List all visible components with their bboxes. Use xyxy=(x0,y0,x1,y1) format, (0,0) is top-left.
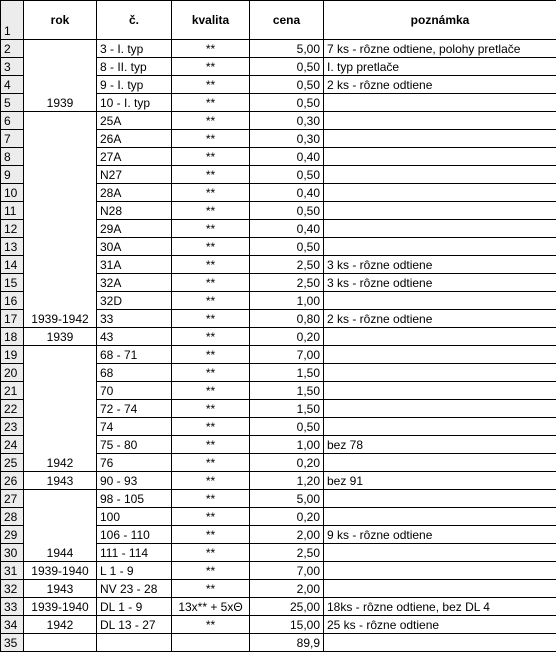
cell-rok[interactable]: 1944 xyxy=(24,490,97,562)
cell-kvalita[interactable]: ** xyxy=(172,220,250,238)
row-number[interactable]: 3 xyxy=(1,58,24,76)
row-number[interactable]: 17 xyxy=(1,310,24,328)
cell-cislo[interactable]: 106 - 110 xyxy=(97,526,172,544)
cell-cena[interactable]: 0,20 xyxy=(250,454,324,472)
cell-rok[interactable]: 1939-1940 xyxy=(24,562,97,580)
cell-poznamka[interactable]: 7 ks - rôzne odtiene, polohy pretlače xyxy=(324,40,556,58)
cell-cena[interactable]: 0,40 xyxy=(250,220,324,238)
cell-cena[interactable]: 5,00 xyxy=(250,490,324,508)
cell-poznamka[interactable]: I. typ pretlače xyxy=(324,58,556,76)
cell-poznamka[interactable] xyxy=(324,94,556,112)
cell-rok[interactable]: 1939 xyxy=(24,40,97,112)
cell-kvalita[interactable]: ** xyxy=(172,148,250,166)
cell-kvalita[interactable]: ** xyxy=(172,508,250,526)
cell-kvalita[interactable]: ** xyxy=(172,310,250,328)
cell-cena[interactable]: 0,40 xyxy=(250,184,324,202)
row-number[interactable]: 19 xyxy=(1,346,24,364)
cell-cena[interactable]: 1,50 xyxy=(250,364,324,382)
cell-cena[interactable]: 0,50 xyxy=(250,76,324,94)
cell-cislo[interactable]: 68 - 71 xyxy=(97,346,172,364)
cell-poznamka[interactable]: 3 ks - rôzne odtiene xyxy=(324,256,556,274)
cell-poznamka[interactable] xyxy=(324,508,556,526)
cell-poznamka[interactable] xyxy=(324,346,556,364)
row-number[interactable]: 5 xyxy=(1,94,24,112)
row-number[interactable]: 9 xyxy=(1,166,24,184)
cell-cena[interactable]: 0,50 xyxy=(250,202,324,220)
cell-cena[interactable]: 0,20 xyxy=(250,508,324,526)
cell-cena[interactable]: 0,20 xyxy=(250,328,324,346)
header-rok[interactable]: rok xyxy=(24,1,97,40)
table-row xyxy=(1,580,556,598)
row-number[interactable]: 11 xyxy=(1,202,24,220)
cell-poznamka[interactable] xyxy=(324,148,556,166)
cell-cena[interactable]: 1,20 xyxy=(250,472,324,490)
cell-cena[interactable]: 1,00 xyxy=(250,436,324,454)
table-row xyxy=(1,490,556,508)
cell-kvalita[interactable]: ** xyxy=(172,616,250,634)
table-row xyxy=(1,598,556,616)
cell-cislo[interactable]: 9 - I. typ xyxy=(97,76,172,94)
cell-poznamka[interactable] xyxy=(324,580,556,598)
cell-poznamka[interactable]: 25 ks - rôzne odtiene xyxy=(324,616,556,634)
cell-kvalita[interactable]: ** xyxy=(172,94,250,112)
cell-cislo[interactable]: 8 - II. typ xyxy=(97,58,172,76)
cell-cena[interactable]: 7,00 xyxy=(250,562,324,580)
cell-cena[interactable]: 0,30 xyxy=(250,130,324,148)
cell-poznamka[interactable] xyxy=(324,454,556,472)
cell-cislo[interactable]: 25A xyxy=(97,112,172,130)
header-row xyxy=(1,1,556,40)
cell-cislo[interactable]: 74 xyxy=(97,418,172,436)
row-number[interactable]: 7 xyxy=(1,130,24,148)
cell-cena[interactable]: 2,50 xyxy=(250,274,324,292)
cell-poznamka[interactable] xyxy=(324,238,556,256)
cell-kvalita[interactable]: ** xyxy=(172,436,250,454)
row-number[interactable]: 22 xyxy=(1,400,24,418)
cell-poznamka[interactable] xyxy=(324,544,556,562)
cell-kvalita[interactable]: ** xyxy=(172,526,250,544)
cell-cislo[interactable]: 32A xyxy=(97,274,172,292)
row-number[interactable]: 18 xyxy=(1,328,24,346)
cell-cislo[interactable]: 32D xyxy=(97,292,172,310)
cell-poznamka[interactable] xyxy=(324,562,556,580)
row-number[interactable]: 16 xyxy=(1,292,24,310)
row-number[interactable]: 20 xyxy=(1,364,24,382)
cell-cena[interactable]: 0,40 xyxy=(250,148,324,166)
cell-cislo[interactable]: N28 xyxy=(97,202,172,220)
cell-poznamka[interactable]: 2 ks - rôzne odtiene xyxy=(324,76,556,94)
cell-poznamka[interactable] xyxy=(324,202,556,220)
cell-kvalita[interactable]: 13x** + 5xΘ xyxy=(172,598,250,616)
total-cena[interactable]: 89,9 xyxy=(250,634,324,652)
table-row xyxy=(1,472,556,490)
row-number[interactable]: 32 xyxy=(1,580,24,598)
cell-cena[interactable]: 15,00 xyxy=(250,616,324,634)
cell-cena[interactable]: 0,50 xyxy=(250,238,324,256)
header-kvalita[interactable]: kvalita xyxy=(172,1,250,40)
cell-cislo[interactable]: 26A xyxy=(97,130,172,148)
row-number[interactable]: 34 xyxy=(1,616,24,634)
row-number[interactable]: 29 xyxy=(1,526,24,544)
cell-cena[interactable]: 2,50 xyxy=(250,544,324,562)
table-row xyxy=(1,562,556,580)
cell-cislo[interactable] xyxy=(97,634,172,652)
cell-poznamka[interactable]: 18ks - rôzne odtiene, bez DL 4 xyxy=(324,598,556,616)
row-number[interactable]: 21 xyxy=(1,382,24,400)
cell-kvalita[interactable] xyxy=(172,634,250,652)
cell-kvalita[interactable]: ** xyxy=(172,274,250,292)
table-body xyxy=(1,1,556,652)
cell-cislo[interactable]: 68 xyxy=(97,364,172,382)
cell-kvalita[interactable]: ** xyxy=(172,418,250,436)
cell-cena[interactable]: 1,00 xyxy=(250,292,324,310)
cell-kvalita[interactable]: ** xyxy=(172,256,250,274)
cell-kvalita[interactable]: ** xyxy=(172,40,250,58)
cell-kvalita[interactable]: ** xyxy=(172,292,250,310)
cell-rok[interactable]: 1939-1940 xyxy=(24,598,97,616)
cell-cislo[interactable]: 98 - 105 xyxy=(97,490,172,508)
row-number[interactable]: 2 xyxy=(1,40,24,58)
header-poznamka[interactable]: poznámka xyxy=(324,1,556,40)
cell-poznamka[interactable]: bez 78 xyxy=(324,436,556,454)
cell-kvalita[interactable]: ** xyxy=(172,58,250,76)
cell-cislo[interactable]: 90 - 93 xyxy=(97,472,172,490)
row-number[interactable]: 10 xyxy=(1,184,24,202)
cell-poznamka[interactable] xyxy=(324,364,556,382)
row-number[interactable]: 1 xyxy=(1,1,24,40)
row-number[interactable]: 24 xyxy=(1,436,24,454)
cell-poznamka[interactable] xyxy=(324,292,556,310)
cell-kvalita[interactable]: ** xyxy=(172,544,250,562)
row-number[interactable]: 13 xyxy=(1,238,24,256)
row-number[interactable]: 35 xyxy=(1,634,24,652)
cell-cislo[interactable]: 43 xyxy=(97,328,172,346)
total-row xyxy=(1,634,556,652)
cell-poznamka[interactable] xyxy=(324,112,556,130)
cell-rok[interactable] xyxy=(24,634,97,652)
cell-cislo[interactable]: 100 xyxy=(97,508,172,526)
row-number[interactable]: 15 xyxy=(1,274,24,292)
cell-kvalita[interactable]: ** xyxy=(172,580,250,598)
row-number[interactable]: 33 xyxy=(1,598,24,616)
cell-rok[interactable]: 1942 xyxy=(24,616,97,634)
cell-rok[interactable]: 1939 xyxy=(24,328,97,346)
cell-kvalita[interactable]: ** xyxy=(172,76,250,94)
cell-poznamka[interactable] xyxy=(324,634,556,652)
cell-rok[interactable]: 1943 xyxy=(24,580,97,598)
cell-cislo[interactable]: 75 - 80 xyxy=(97,436,172,454)
cell-cislo[interactable]: 76 xyxy=(97,454,172,472)
cell-poznamka[interactable] xyxy=(324,130,556,148)
cell-poznamka[interactable] xyxy=(324,490,556,508)
cell-kvalita[interactable]: ** xyxy=(172,454,250,472)
row-number[interactable]: 14 xyxy=(1,256,24,274)
cell-kvalita[interactable]: ** xyxy=(172,202,250,220)
cell-cislo[interactable]: 31A xyxy=(97,256,172,274)
cell-cislo[interactable]: 27A xyxy=(97,148,172,166)
cell-poznamka[interactable] xyxy=(324,418,556,436)
cell-poznamka[interactable]: 3 ks - rôzne odtiene xyxy=(324,274,556,292)
cell-cena[interactable]: 25,00 xyxy=(250,598,324,616)
cell-kvalita[interactable]: ** xyxy=(172,472,250,490)
cell-poznamka[interactable] xyxy=(324,400,556,418)
cell-cena[interactable]: 0,50 xyxy=(250,94,324,112)
row-number[interactable]: 28 xyxy=(1,508,24,526)
cell-kvalita[interactable]: ** xyxy=(172,238,250,256)
cell-cena[interactable]: 0,80 xyxy=(250,310,324,328)
cell-poznamka[interactable]: bez 91 xyxy=(324,472,556,490)
cell-kvalita[interactable]: ** xyxy=(172,112,250,130)
cell-cislo[interactable]: N27 xyxy=(97,166,172,184)
cell-poznamka[interactable] xyxy=(324,220,556,238)
cell-cislo[interactable]: 33 xyxy=(97,310,172,328)
cell-cislo[interactable]: 72 - 74 xyxy=(97,400,172,418)
cell-rok[interactable]: 1943 xyxy=(24,472,97,490)
cell-kvalita[interactable]: ** xyxy=(172,562,250,580)
cell-cena[interactable]: 7,00 xyxy=(250,346,324,364)
cell-kvalita[interactable]: ** xyxy=(172,382,250,400)
cell-kvalita[interactable]: ** xyxy=(172,184,250,202)
cell-cena[interactable]: 2,00 xyxy=(250,526,324,544)
cell-poznamka[interactable] xyxy=(324,382,556,400)
cell-rok[interactable]: 1939-1942 xyxy=(24,112,97,328)
cell-poznamka[interactable] xyxy=(324,166,556,184)
cell-kvalita[interactable]: ** xyxy=(172,166,250,184)
cell-cena[interactable]: 2,00 xyxy=(250,580,324,598)
cell-cena[interactable]: 0,30 xyxy=(250,112,324,130)
cell-kvalita[interactable]: ** xyxy=(172,400,250,418)
cell-cena[interactable]: 0,50 xyxy=(250,58,324,76)
cell-rok[interactable]: 1942 xyxy=(24,346,97,472)
cell-cislo[interactable]: 3 - I. typ xyxy=(97,40,172,58)
row-number[interactable]: 27 xyxy=(1,490,24,508)
table-row xyxy=(1,40,556,58)
cell-cislo[interactable]: 28A xyxy=(97,184,172,202)
cell-kvalita[interactable]: ** xyxy=(172,130,250,148)
table-row xyxy=(1,112,556,130)
cell-cislo[interactable]: 30A xyxy=(97,238,172,256)
cell-cislo[interactable]: 111 - 114 xyxy=(97,544,172,562)
cell-cislo[interactable]: 10 - I. typ xyxy=(97,94,172,112)
cell-kvalita[interactable]: ** xyxy=(172,490,250,508)
cell-cena[interactable]: 1,50 xyxy=(250,382,324,400)
row-number[interactable]: 25 xyxy=(1,454,24,472)
cell-cislo[interactable]: DL 1 - 9 xyxy=(97,598,172,616)
cell-poznamka[interactable]: 2 ks - rôzne odtiene xyxy=(324,310,556,328)
header-cena[interactable]: cena xyxy=(250,1,324,40)
cell-kvalita[interactable]: ** xyxy=(172,346,250,364)
cell-cislo[interactable]: 70 xyxy=(97,382,172,400)
cell-cislo[interactable]: 29A xyxy=(97,220,172,238)
table-row xyxy=(1,346,556,364)
cell-cena[interactable]: 0,50 xyxy=(250,166,324,184)
row-number[interactable]: 8 xyxy=(1,148,24,166)
cell-poznamka[interactable] xyxy=(324,328,556,346)
header-cislo[interactable]: č. xyxy=(97,1,172,40)
row-number[interactable]: 23 xyxy=(1,418,24,436)
row-number[interactable]: 30 xyxy=(1,544,24,562)
cell-cislo[interactable]: DL 13 - 27 xyxy=(97,616,172,634)
cell-cena[interactable]: 1,50 xyxy=(250,400,324,418)
cell-cena[interactable]: 0,50 xyxy=(250,418,324,436)
row-number[interactable]: 12 xyxy=(1,220,24,238)
table-row xyxy=(1,328,556,346)
row-number[interactable]: 4 xyxy=(1,76,24,94)
cell-poznamka[interactable]: 9 ks - rôzne odtiene xyxy=(324,526,556,544)
cell-poznamka[interactable] xyxy=(324,184,556,202)
row-number[interactable]: 26 xyxy=(1,472,24,490)
cell-kvalita[interactable]: ** xyxy=(172,364,250,382)
cell-kvalita[interactable]: ** xyxy=(172,328,250,346)
cell-cena[interactable]: 2,50 xyxy=(250,256,324,274)
table-row xyxy=(1,616,556,634)
row-number[interactable]: 31 xyxy=(1,562,24,580)
row-number[interactable]: 6 xyxy=(1,112,24,130)
cell-cislo[interactable]: NV 23 - 28 xyxy=(97,580,172,598)
cell-cislo[interactable]: L 1 - 9 xyxy=(97,562,172,580)
cell-cena[interactable]: 5,00 xyxy=(250,40,324,58)
